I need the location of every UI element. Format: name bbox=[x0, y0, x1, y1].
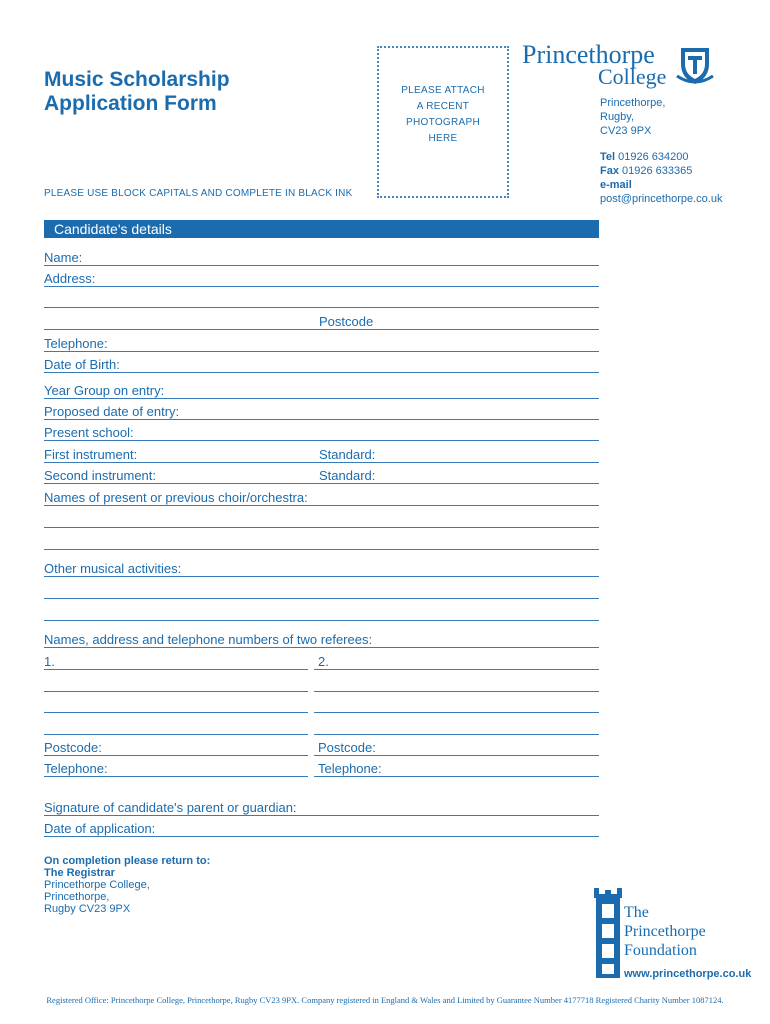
postcode-label: Postcode bbox=[319, 314, 374, 329]
second-instrument-label: Second instrument: bbox=[44, 468, 157, 483]
referee-2-line-2[interactable] bbox=[314, 677, 599, 692]
choir-line-3[interactable] bbox=[44, 535, 599, 550]
foundation-website[interactable]: www.princethorpe.co.uk bbox=[624, 968, 752, 980]
crest-icon bbox=[675, 44, 715, 86]
college-contact bbox=[600, 150, 722, 206]
signature-field[interactable] bbox=[44, 801, 599, 816]
tel-number: 01926 634200 bbox=[618, 151, 689, 163]
name-field[interactable] bbox=[44, 251, 599, 266]
referee-2-telephone[interactable] bbox=[314, 762, 599, 777]
dob-label: Date of Birth: bbox=[44, 357, 120, 372]
return-heading: On completion please return to: bbox=[44, 855, 211, 867]
email-label: e-mail bbox=[600, 179, 632, 191]
photo-text-2: A RECENT bbox=[416, 101, 470, 112]
referee-2-line-3[interactable] bbox=[314, 698, 599, 713]
address-line-field[interactable] bbox=[44, 293, 599, 308]
other-activities-field[interactable] bbox=[44, 562, 599, 577]
photo-text-4: HERE bbox=[428, 133, 458, 144]
choir-field[interactable] bbox=[44, 491, 599, 506]
referee-2-line-4[interactable] bbox=[314, 720, 599, 735]
referee-2-field[interactable] bbox=[314, 655, 599, 670]
address-label: Address: bbox=[44, 271, 96, 286]
dob-field[interactable] bbox=[44, 358, 599, 373]
referee-1-line-2[interactable] bbox=[44, 677, 308, 692]
address-line-3: CV23 9PX bbox=[600, 125, 652, 137]
address-line-2: Rugby, bbox=[600, 111, 635, 123]
referee-1-telephone[interactable] bbox=[44, 762, 308, 777]
referee-1-postcode[interactable] bbox=[44, 741, 308, 756]
title-line-1: Music Scholarship bbox=[44, 68, 230, 91]
date-application-label: Date of application: bbox=[44, 821, 156, 836]
registered-office-footer: Registered Office: Princethorpe College, Princethorpe, Rugby CV23 9PX. Company registered in England & Wales and Limited by Guarantee Number 4177718 Registered Charity Number 1087124. bbox=[46, 995, 724, 1005]
fax-label: Fax bbox=[600, 165, 619, 177]
photo-box[interactable] bbox=[377, 46, 509, 198]
photo-text-1: PLEASE ATTACH bbox=[401, 85, 485, 96]
referee-2-postcode[interactable] bbox=[314, 741, 599, 756]
title-line-2: Application Form bbox=[44, 92, 217, 115]
choir-label: Names of present or previous choir/orchestra: bbox=[44, 490, 308, 505]
return-line-3: Rugby CV23 9PX bbox=[44, 903, 131, 915]
section-header: Candidate's details bbox=[44, 220, 599, 238]
year-group-field[interactable] bbox=[44, 384, 599, 399]
proposed-date-label: Proposed date of entry: bbox=[44, 404, 180, 419]
foundation-line-1: The bbox=[624, 904, 649, 921]
year-group-label: Year Group on entry: bbox=[44, 383, 165, 398]
referee-1-label: 1. bbox=[44, 654, 55, 669]
present-school-field[interactable] bbox=[44, 426, 599, 441]
choir-line-2[interactable] bbox=[44, 513, 599, 528]
referee-1-postcode-label: Postcode: bbox=[44, 740, 102, 755]
referee-1-field[interactable] bbox=[44, 655, 308, 670]
foundation-line-2: Princethorpe bbox=[624, 923, 706, 940]
other-line-3[interactable] bbox=[44, 606, 599, 621]
tel-label: Tel bbox=[600, 151, 616, 163]
first-instrument-field[interactable] bbox=[44, 448, 599, 463]
telephone-label: Telephone: bbox=[44, 336, 108, 351]
logo-college: College bbox=[598, 64, 667, 89]
other-activities-label: Other musical activities: bbox=[44, 561, 182, 576]
proposed-date-field[interactable] bbox=[44, 405, 599, 420]
foundation-line-3: Foundation bbox=[624, 942, 697, 959]
standard-1-label: Standard: bbox=[319, 447, 376, 462]
logo-name: Princethorpe bbox=[522, 40, 655, 69]
second-instrument-field[interactable] bbox=[44, 469, 599, 484]
first-instrument-label: First instrument: bbox=[44, 447, 138, 462]
referee-1-line-3[interactable] bbox=[44, 698, 308, 713]
foundation-tower-icon bbox=[594, 888, 622, 978]
instruction-text: PLEASE USE BLOCK CAPITALS AND COMPLETE IN BLACK INK bbox=[44, 188, 353, 199]
referee-2-telephone-label: Telephone: bbox=[318, 761, 382, 776]
referee-1-telephone-label: Telephone: bbox=[44, 761, 108, 776]
email-address[interactable]: post@princethorpe.co.uk bbox=[600, 193, 723, 205]
standard-2-label: Standard: bbox=[319, 468, 376, 483]
other-line-2[interactable] bbox=[44, 584, 599, 599]
telephone-field[interactable] bbox=[44, 337, 599, 352]
referee-2-postcode-label: Postcode: bbox=[318, 740, 376, 755]
postcode-field[interactable] bbox=[44, 315, 599, 330]
registrar-label: The Registrar bbox=[44, 867, 115, 879]
return-line-2: Princethorpe, bbox=[44, 891, 110, 903]
name-label: Name: bbox=[44, 250, 83, 265]
referee-1-line-4[interactable] bbox=[44, 720, 308, 735]
present-school-label: Present school: bbox=[44, 425, 134, 440]
date-application-field[interactable] bbox=[44, 822, 599, 837]
address-line-1: Princethorpe, bbox=[600, 97, 666, 109]
address-field[interactable] bbox=[44, 272, 599, 287]
foundation-name bbox=[624, 903, 706, 960]
signature-label: Signature of candidate's parent or guardian: bbox=[44, 800, 297, 815]
college-address bbox=[600, 96, 665, 138]
return-line-1: Princethorpe College, bbox=[44, 879, 150, 891]
photo-text-3: PHOTOGRAPH bbox=[406, 117, 480, 128]
referees-label: Names, address and telephone numbers of two referees: bbox=[44, 632, 373, 647]
referee-2-label: 2. bbox=[318, 654, 329, 669]
return-address bbox=[44, 855, 210, 915]
referees-field[interactable] bbox=[44, 633, 599, 648]
form-title bbox=[44, 68, 230, 116]
fax-number: 01926 633365 bbox=[622, 165, 693, 177]
